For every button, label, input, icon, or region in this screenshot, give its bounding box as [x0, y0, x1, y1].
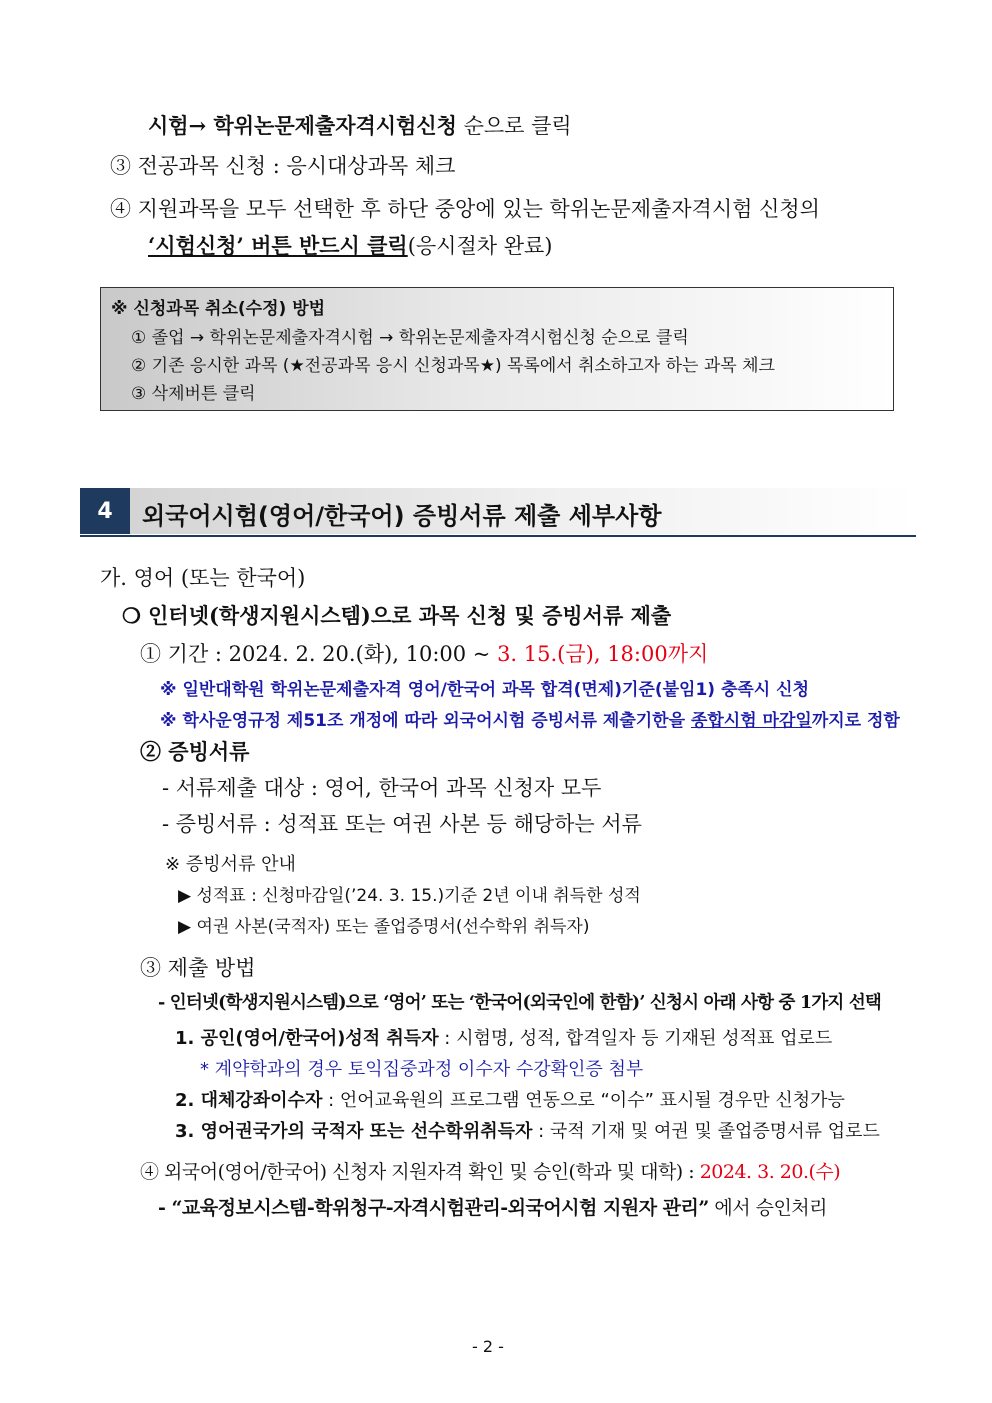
note-box-line-3: ③ 삭제버튼 클릭 [131, 384, 256, 404]
exam-apply-button-instruction: ‘시험신청’ 버튼 반드시 클릭 [148, 233, 408, 258]
docs-guide-1: ▶ 성적표 : 신청마감일(’24. 3. 15.)기준 2년 이내 취득한 성적 [178, 886, 641, 906]
docs-heading: ② 증빙서류 [140, 739, 250, 764]
section-underline [80, 535, 916, 537]
approval-path-bold: - “교육정보시스템-학위청구-자격시험관리-외국어시험 지원자 관리” [158, 1197, 709, 1219]
docs-target: - 서류제출 대상 : 영어, 한국어 과목 신청자 모두 [162, 776, 602, 800]
period-label: ① 기간 : 2024. 2. 20.(화), 10:00 ~ [140, 642, 498, 666]
cancel-method-note-box [100, 287, 894, 411]
step-2-bold: 시험→ 학위논문제출자격시험신청 [148, 113, 457, 138]
bullet-heading: ❍ 인터넷(학생지원시스템)으로 과목 신청 및 증빙서류 제출 [122, 603, 672, 628]
section-number: 4 [80, 488, 130, 534]
method-option-1 [175, 1024, 832, 1050]
method-heading: ③ 제출 방법 [140, 956, 256, 980]
method-option-3-bold: 3. 영어권국가의 국적자 또는 선수학위취득자 [175, 1121, 533, 1142]
note-deadline [160, 706, 900, 731]
approval-date: 2024. 3. 20.(수) [699, 1161, 841, 1183]
note-box-title: ※ 신청과목 취소(수정) 방법 [111, 299, 326, 319]
method-option-2-rest: : 언어교육원의 프로그램 연동으로 “이수” 표시될 경우만 신청가능 [322, 1090, 845, 1111]
note-deadline-underlined: 종합시험 마감일 [690, 711, 812, 731]
method-option-3-rest: : 국적 기재 및 여권 및 졸업증명서류 업로드 [532, 1121, 880, 1142]
docs-guide-2: ▶ 여권 사본(국적자) 또는 졸업증명서(선수학위 취득자) [178, 917, 590, 937]
step-2-rest: 순으로 클릭 [456, 114, 572, 138]
method-option-1-note: * 계약학과의 경우 토익집중과정 이수자 수강확인증 첨부 [200, 1059, 644, 1080]
method-line: - 인터넷(학생지원시스템)으로 ‘영어’ 또는 ‘한국어(외국인에 한함)’ 신청시 아래 사항 중 1가지 선택 [158, 993, 882, 1013]
approval-path-rest: 에서 승인처리 [708, 1197, 828, 1219]
step-4-line1: ④ 지원과목을 모두 선택한 후 하단 중앙에 있는 학위논문제출자격시험 신청의 [110, 197, 820, 221]
subsection-heading: 가. 영어 (또는 한국어) [100, 566, 306, 590]
note-eligibility: ※ 일반대학원 학위논문제출자격 영어/한국어 과목 합격(면제)기준(붙임1) 충족시 신청 [160, 680, 809, 700]
step-3: ③ 전공과목 신청 : 응시대상과목 체크 [110, 154, 456, 178]
method-option-2-bold: 2. 대체강좌이수자 [175, 1090, 323, 1111]
page-number: - 2 - [472, 1337, 504, 1356]
method-option-1-bold: 1. 공인(영어/한국어)성적 취득자 [175, 1028, 439, 1049]
method-option-3 [175, 1117, 880, 1143]
docs-types: - 증빙서류 : 성적표 또는 여권 사본 등 해당하는 서류 [162, 812, 642, 836]
period-line [140, 638, 708, 668]
step-4-rest: (응시절차 완료) [407, 234, 553, 258]
step-2-continuation [148, 110, 572, 140]
method-option-1-rest: : 시험명, 성적, 합격일자 등 기재된 성적표 업로드 [438, 1028, 833, 1049]
note-box-line-1: ① 졸업 → 학위논문제출자격시험 → 학위논문제출자격시험신청 순으로 클릭 [131, 328, 689, 348]
approval-line [140, 1157, 840, 1184]
period-end: 3. 15.(금), 18:00까지 [497, 642, 709, 666]
section-title: 외국어시험(영어/한국어) 증빙서류 제출 세부사항 [142, 502, 662, 530]
note-deadline-a: ※ 학사운영규정 제51조 개정에 따라 외국어시험 증빙서류 제출기한을 [160, 711, 691, 731]
approval-path [158, 1193, 827, 1220]
method-option-2 [175, 1086, 845, 1112]
note-deadline-b: 까지로 정함 [811, 711, 900, 731]
note-box-line-2: ② 기존 응시한 과목 (★전공과목 응시 신청과목★) 목록에서 취소하고자 하는 과목 체크 [131, 356, 775, 376]
docs-guide-title: ※ 증빙서류 안내 [165, 854, 296, 875]
step-4-line2 [148, 230, 552, 260]
approval-label: ④ 외국어(영어/한국어) 신청자 지원자격 확인 및 승인(학과 및 대학) : [140, 1161, 700, 1183]
